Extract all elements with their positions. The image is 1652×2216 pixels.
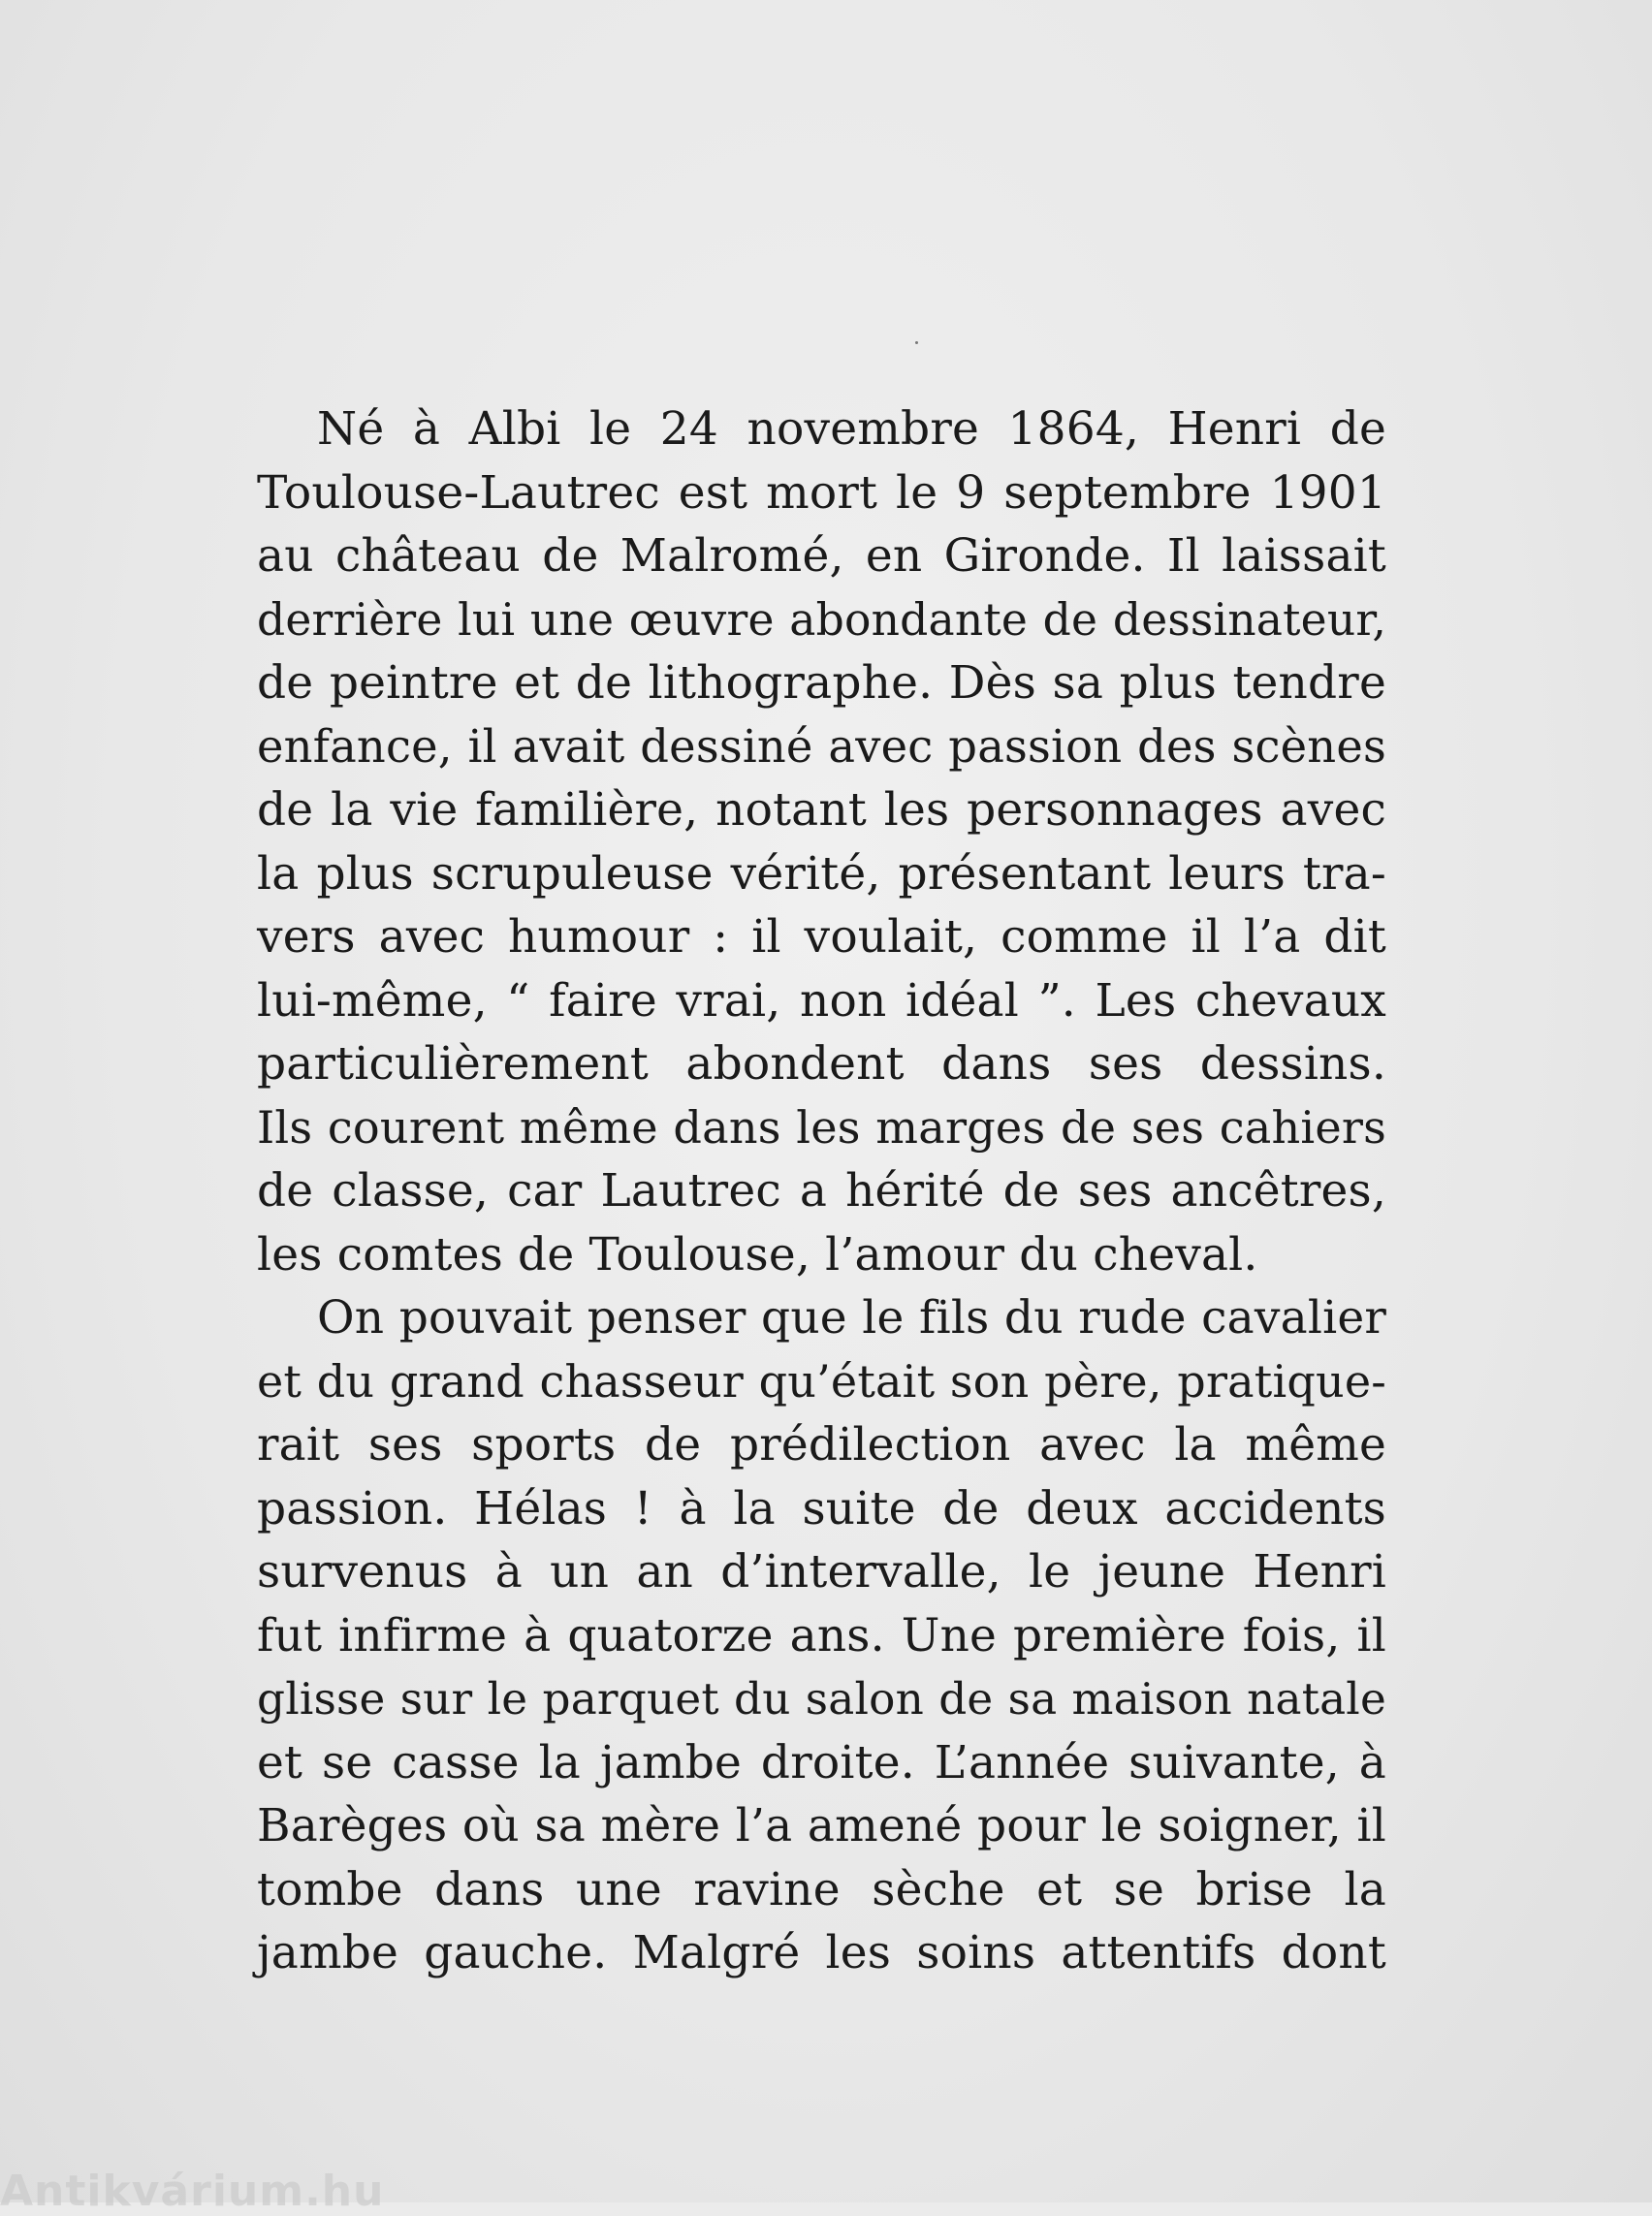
text-line: vers avec humour : il voulait, comme il l’a dit: [257, 910, 1386, 964]
text-line: et se casse la jambe droite. L’année suivante, à: [257, 1735, 1386, 1789]
body-text: [257, 397, 1386, 1985]
text-line: les comtes de Toulouse, l’amour du cheval.: [257, 1227, 1258, 1282]
text-line: particulièrement abondent dans ses dessins.: [257, 1037, 1386, 1091]
text-line: fut infirme à quatorze ans. Une première fois, il: [257, 1608, 1386, 1662]
text-line: On pouvait penser que le fils du rude cavalier: [317, 1291, 1386, 1345]
text-line: glisse sur le parquet du salon de sa maison natale: [257, 1673, 1386, 1725]
text-line: rait ses sports de prédilection avec la même: [257, 1418, 1386, 1472]
text-line: Toulouse-Lautrec est mort le 9 septembre 1901: [257, 465, 1386, 520]
paper-speck: [915, 341, 918, 344]
text-line: de la vie familière, notant les personnages avec: [257, 783, 1386, 837]
text-line: la plus scrupuleuse vérité, présentant leurs tra-: [257, 846, 1386, 901]
text-line: de peintre et de lithographe. Dès sa plus tendre: [257, 656, 1386, 710]
watermark: Antikvárium.hu: [0, 2167, 385, 2216]
text-line: Ils courent même dans les marges de ses cahiers: [257, 1100, 1386, 1154]
text-line: de classe, car Lautrec a hérité de ses ancêtres,: [257, 1164, 1386, 1218]
text-line: enfance, il avait dessiné avec passion des scènes: [257, 719, 1386, 773]
text-line: Né à Albi le 24 novembre 1864, Henri de: [317, 402, 1386, 456]
text-line: derrière lui une œuvre abondante de dessinateur,: [257, 593, 1386, 646]
text-line: et du grand chasseur qu’était son père, pratique-: [257, 1354, 1386, 1408]
text-line: passion. Hélas ! à la suite de deux accidents: [257, 1481, 1386, 1535]
text-line: jambe gauche. Malgré les soins attentifs dont: [257, 1926, 1386, 1979]
text-line: survenus à un an d’intervalle, le jeune Henri: [257, 1545, 1386, 1599]
text-line: au château de Malromé, en Gironde. Il laissait: [257, 529, 1386, 583]
paragraph-2: [257, 1286, 1386, 1985]
text-line: tombe dans une ravine sèche et se brise la: [257, 1862, 1386, 1916]
text-line: Barèges où sa mère l’a amené pour le soigner, il: [257, 1799, 1386, 1852]
paragraph-1: [257, 397, 1386, 1286]
text-line: lui-même, “ faire vrai, non idéal ”. Les chevaux: [257, 973, 1386, 1028]
